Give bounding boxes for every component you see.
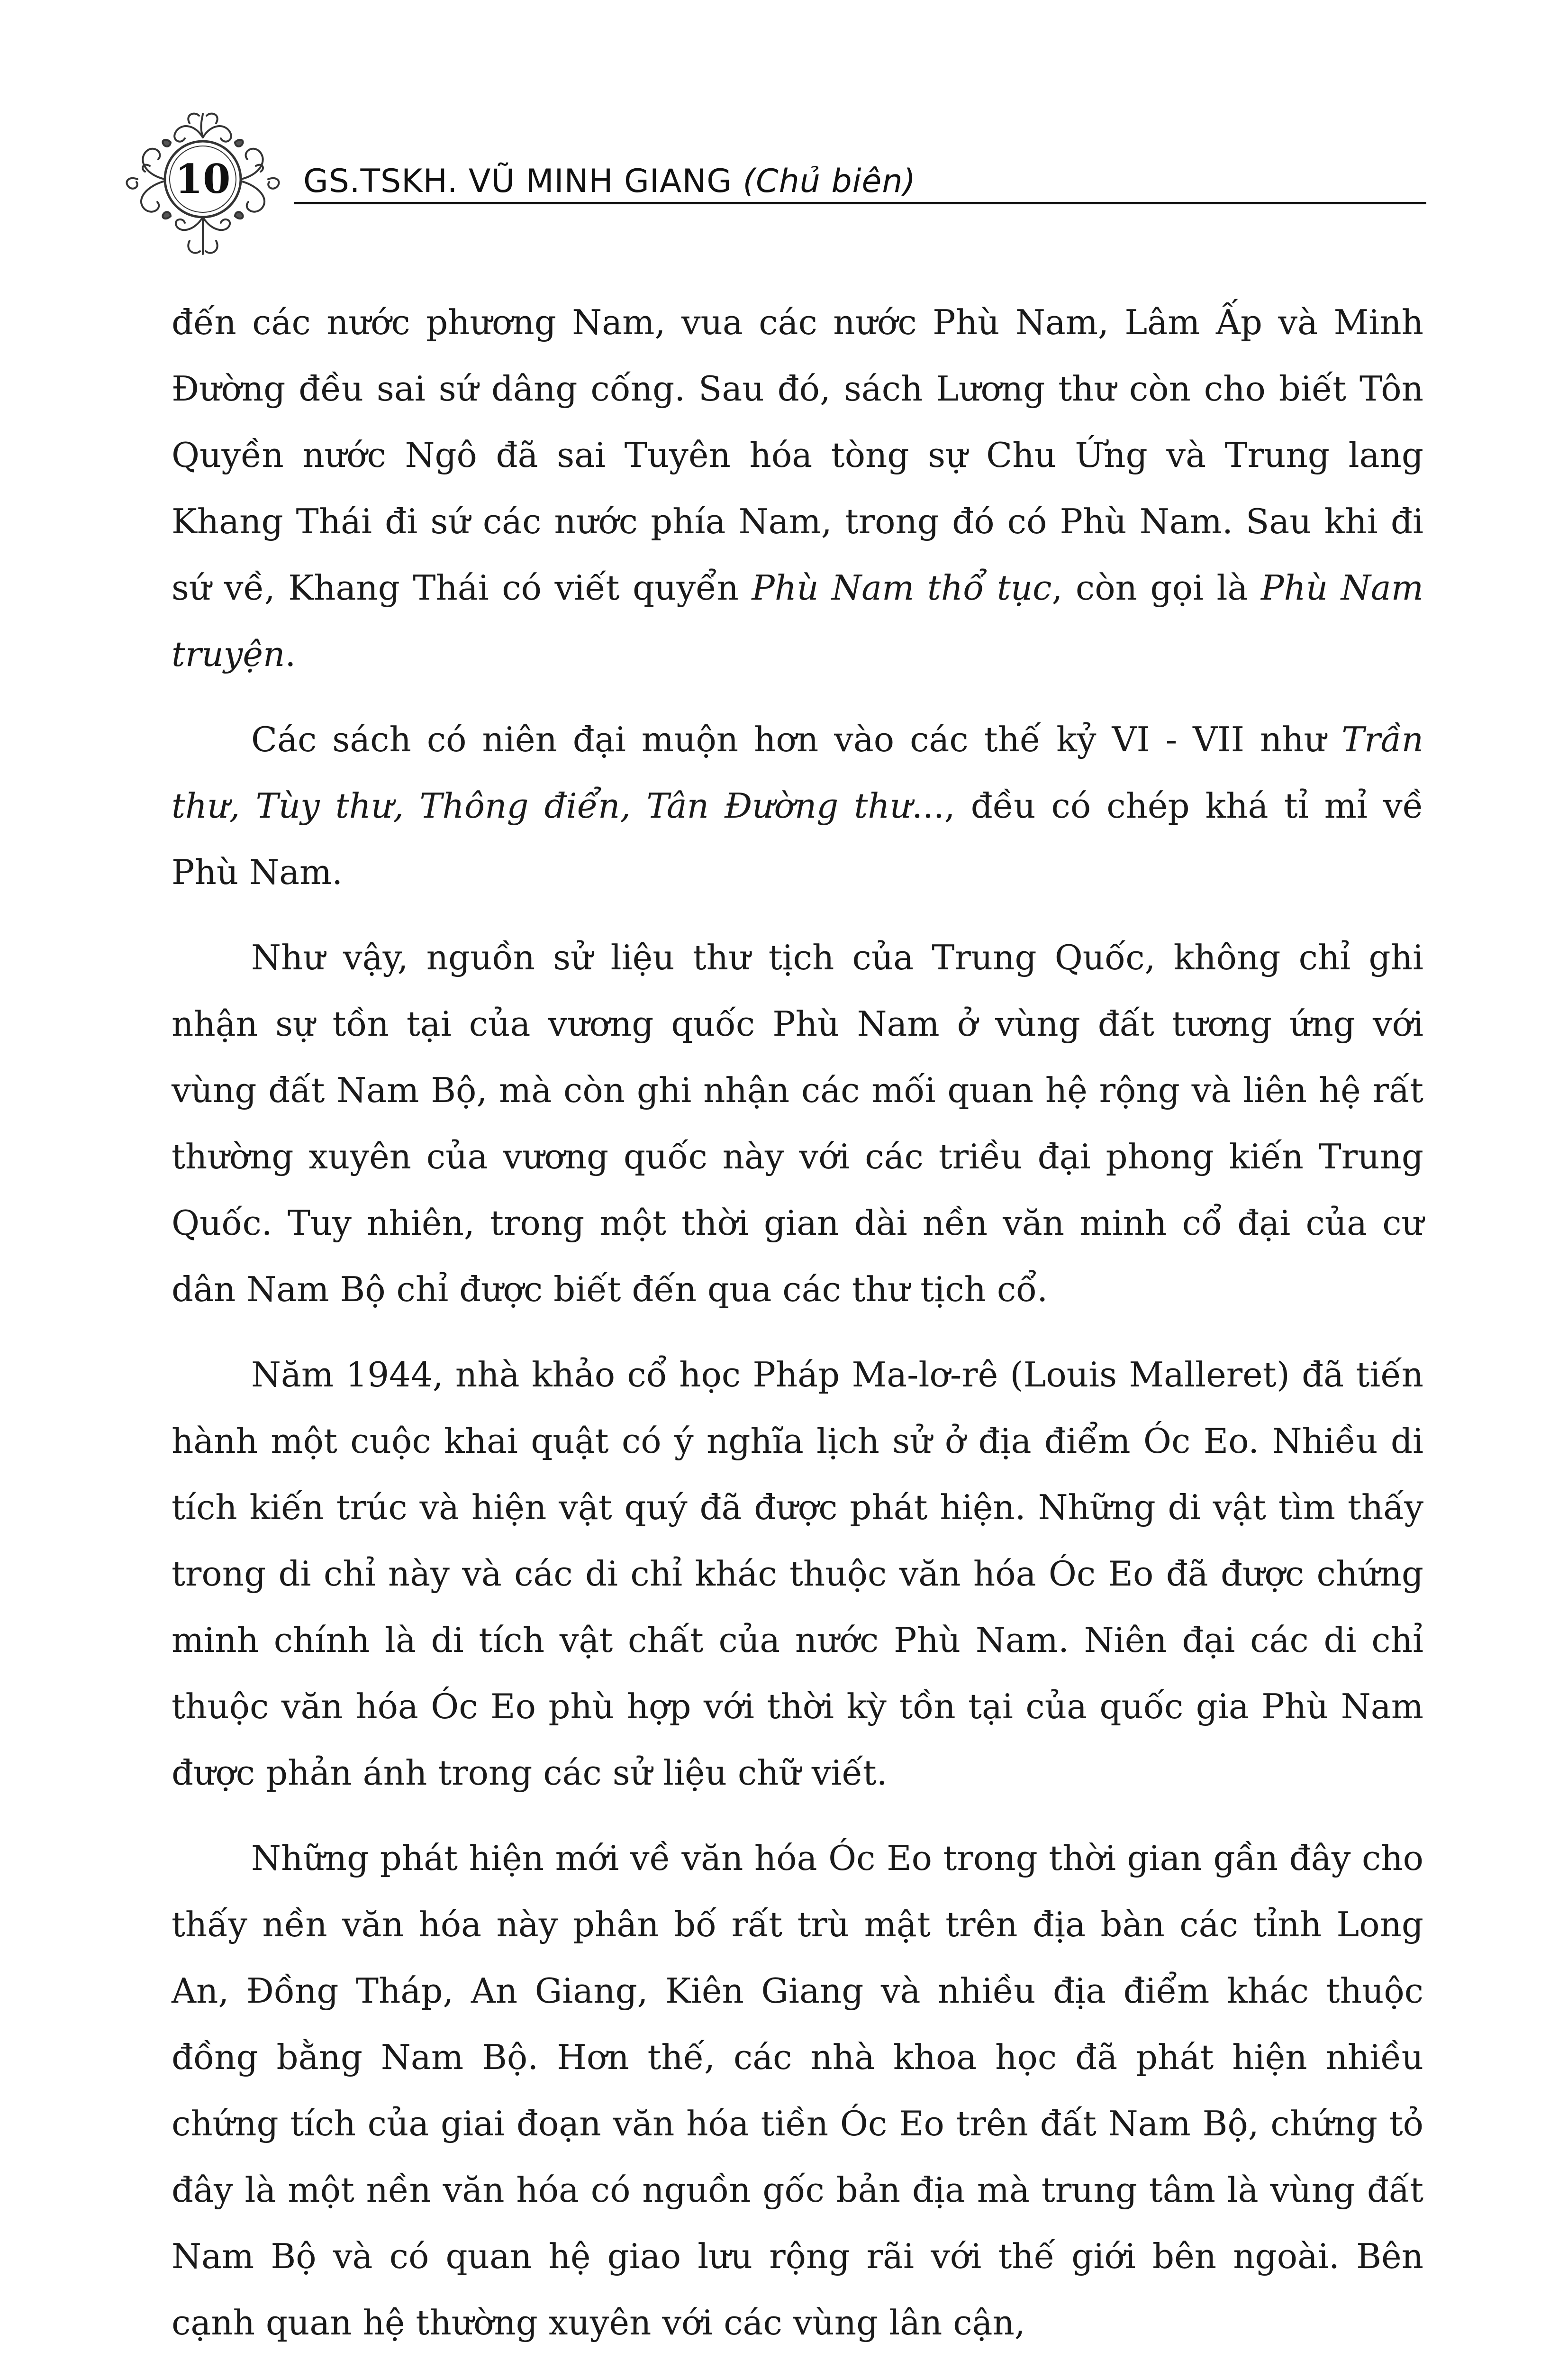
- paragraph: đến các nước phương Nam, vua các nước Phù Nam, Lâm Ấp và Minh Đường đều sai sứ dâng cống. Sau đó, sách Lương thư còn cho biết Tôn Quyền nước Ngô đã sai Tuyên hóa tòng sự Chu Ứng và Trung lang Khang Thái đi sứ các nước phía Nam, trong đó có Phù Nam. Sau khi đi sứ về, Khang Thái có viết quyển Phù Nam thổ tục, còn gọi là Phù Nam truyện.: [172, 302, 1423, 674]
- book-title: Phù Nam truyện: [172, 568, 1423, 674]
- page-number: 10: [175, 155, 231, 202]
- header-divider: [294, 202, 1426, 204]
- body-text: [172, 289, 1423, 2370]
- running-title: [303, 160, 916, 203]
- book-titles: Trần thư, Tùy thư, Thông điển, Tân Đường thư: [172, 720, 1423, 826]
- book-title: Phù Nam thổ tục: [752, 568, 1052, 608]
- author-name: GS.TSKH. VŨ MINH GIANG: [303, 163, 733, 200]
- paragraph: Năm 1944, nhà khảo cổ học Pháp Ma-lơ-rê (Louis Malleret) đã tiến hành một cuộc khai quật có ý nghĩa lịch sử ở địa điểm Óc Eo. Nhiều di tích kiến trúc và hiện vật quý đã được phát hiện. Những di vật tìm thấy trong di chỉ này và các di chỉ khác thuộc văn hóa Óc Eo đã được chứng minh chính là di tích vật chất của nước Phù Nam. Niên đại các di chỉ thuộc văn hóa Óc Eo phù hợp với thời kỳ tồn tại của quốc gia Phù Nam được phản ánh trong các sử liệu chữ viết.: [172, 1355, 1423, 1793]
- paragraph: Các sách có niên đại muộn hơn vào các thế kỷ VI - VII như Trần thư, Tùy thư, Thông điển, Tân Đường thư..., đều có chép khá tỉ mỉ về Phù Nam.: [172, 720, 1423, 892]
- running-header: [118, 109, 1426, 223]
- paragraph: Như vậy, nguồn sử liệu thư tịch của Trung Quốc, không chỉ ghi nhận sự tồn tại của vương quốc Phù Nam ở vùng đất tương ứng với vùng đất Nam Bộ, mà còn ghi nhận các mối quan hệ rộng và liên hệ rất thường xuyên của vương quốc này với các triều đại phong kiến Trung Quốc. Tuy nhiên, trong một thời gian dài nền văn minh cổ đại của cư dân Nam Bộ chỉ được biết đến qua các thư tịch cổ.: [172, 938, 1423, 1309]
- paragraph: Những phát hiện mới về văn hóa Óc Eo trong thời gian gần đây cho thấy nền văn hóa này phân bố rất trù mật trên địa bàn các tỉnh Long An, Đồng Tháp, An Giang, Kiên Giang và nhiều địa điểm khác thuộc đồng bằng Nam Bộ. Hơn thế, các nhà khoa học đã phát hiện nhiều chứng tích của giai đoạn văn hóa tiền Óc Eo trên đất Nam Bộ, chứng tỏ đây là một nền văn hóa có nguồn gốc bản địa mà trung tâm là vùng đất Nam Bộ và có quan hệ giao lưu rộng rãi với thế giới bên ngoài. Bên cạnh quan hệ thường xuyên với các vùng lân cận,: [172, 1838, 1423, 2343]
- editor-note: (Chủ biên): [743, 163, 916, 200]
